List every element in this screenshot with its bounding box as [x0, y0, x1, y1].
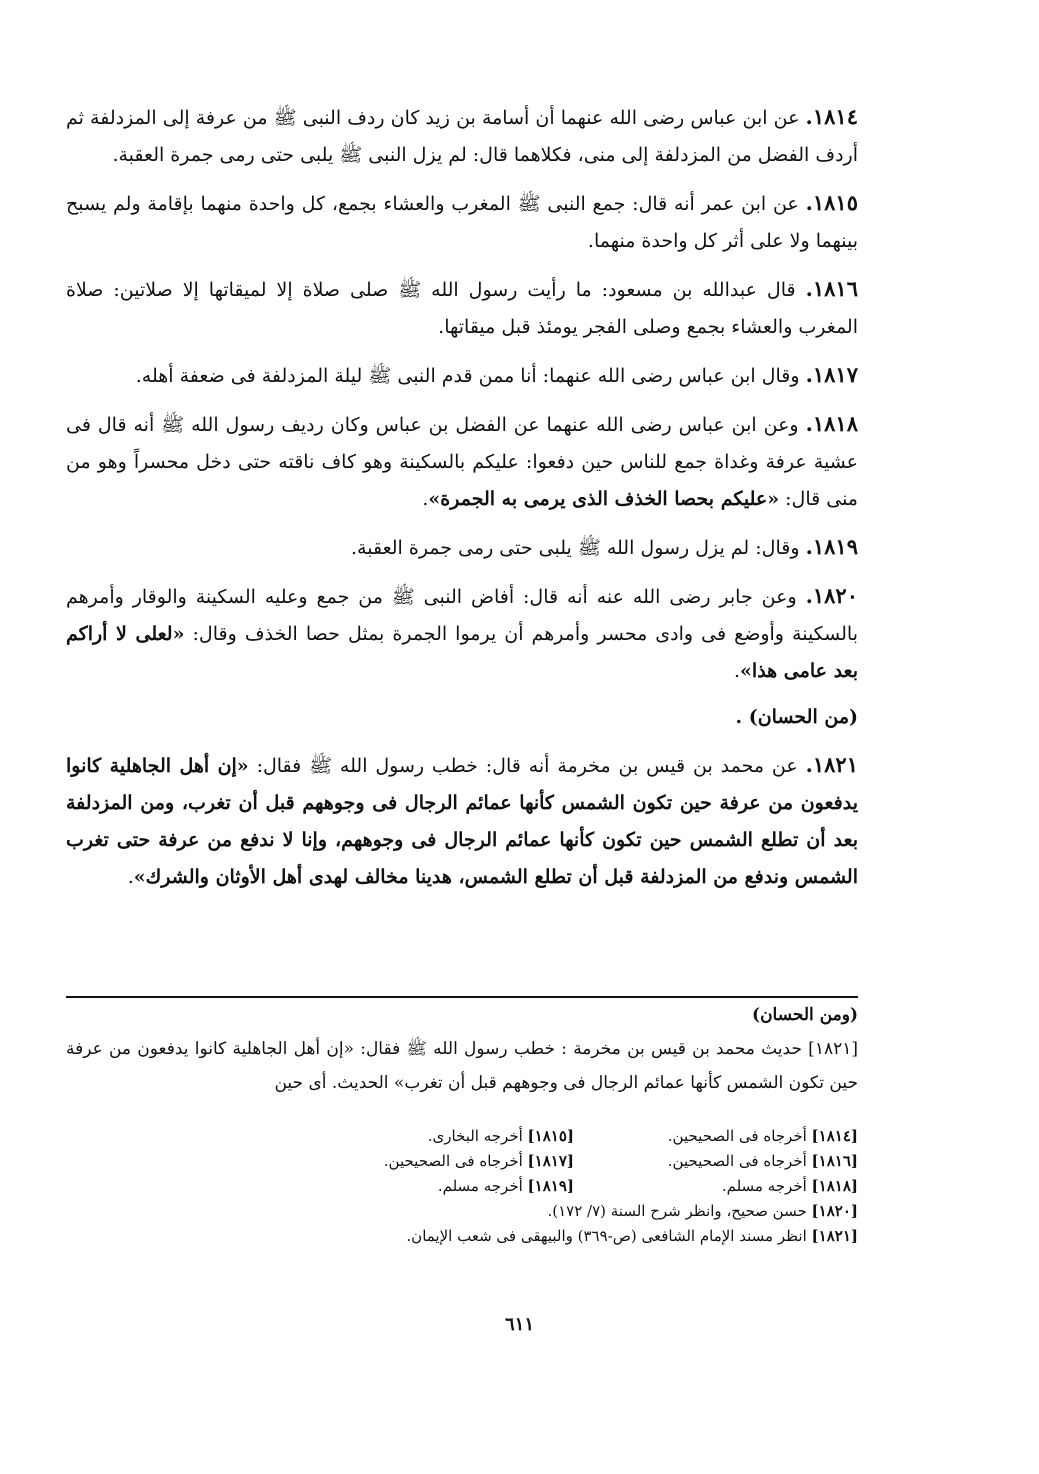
hadith-1816: [66, 270, 858, 346]
hadith-1820: [66, 577, 858, 690]
hadith-number: ١٨١٩.: [805, 534, 858, 559]
hadith-number: ١٨٢١.: [805, 752, 858, 777]
reference-id: [١٨٢١]: [811, 1227, 858, 1245]
reference-item: [290, 1224, 858, 1249]
hadith-text: وقال: لم يزل رسول الله ﷺ يلبى حتى رمى جمرة العقبة.: [351, 537, 800, 559]
hadith-quote: «إن أهل الجاهلية كانوا يدفعون من عرفة حين تكون الشمس كأنها عمائم الرجال فى وجوههم قبل أن تغرب، ومن المزدلفة بعد أن تطلع الشمس حين تكون كأنها عمائم الرجال فى وجوههم، وإنا لا ندفع من عرفة حتى تغرب الشمس وندفع من المزدلفة قبل أن تطلع الشمس، هدينا مخالف لهدى أهل الأوثان والشرك»: [66, 755, 858, 888]
references: [290, 1124, 858, 1249]
reference-text: انظر مسند الإمام الشافعى (ص-٣٦٩) والبيهقى فى شعب الإيمان.: [406, 1227, 807, 1245]
hadith-quote: «عليكم بحصا الخذف الذى يرمى به الجمرة»: [428, 488, 780, 510]
reference-text: أخرجه مسلم.: [437, 1177, 523, 1195]
reference-item: [290, 1149, 574, 1174]
hadith-number: ١٨١٨.: [805, 411, 858, 436]
commentary: [66, 998, 858, 1100]
hadith-text: عن محمد بن قيس بن مخرمة أنه قال: خطب رسول الله ﷺ فقال:: [256, 755, 798, 777]
hadith-text: قال عبدالله بن مسعود: ما رأيت رسول الله ﷺ صلى صلاة إلا لميقاتها إلا صلاتين: صلاة المغرب والعشاء بجمع وصلى الفجر يومئذ قبل ميقاتها.: [66, 279, 858, 338]
page-number: ٦١١: [504, 1314, 534, 1335]
reference-text: حسن صحيح، وانظر شرح السنة (٧/ ١٧٢).: [547, 1202, 807, 1220]
hadith-number: ١٨١٤.: [805, 104, 858, 129]
hadith-text: عن ابن عباس رضى الله عنهما أن أسامة بن زيد كان ردف النبى ﷺ من عرفة إلى المزدلفة ثم أردف الفضل من المزدلفة إلى منى، فكلاهما قال: لم يزل النبى ﷺ يلبى حتى رمى جمرة العقبة.: [66, 107, 858, 166]
reference-text: أخرجاه فى الصحيحين.: [667, 1152, 807, 1170]
section-heading-hasan: (من الحسان) .: [735, 706, 858, 728]
reference-text: أخرجه مسلم.: [721, 1177, 807, 1195]
hadith-text: وعن جابر رضى الله عنه أنه قال: أفاض النبى ﷺ من جمع وعليه السكينة والوقار وأمرهم بالسكينة وأوضع فى وادى محسر وأمرهم أن يرموا الجمرة بمثل حصا الخذف وقال:: [66, 586, 858, 645]
hadith-1815: [66, 184, 858, 260]
reference-id: [١٨٢٠]: [811, 1202, 858, 1220]
hadith-1818: [66, 405, 858, 518]
commentary-text: [١٨٢١] حديث محمد بن قيس بن مخرمة : خطب رسول الله ﷺ فقال: «إن أهل الجاهلية كانوا يدفعون من عرفة حين تكون الشمس كأنها عمائم الرجال فى وجوههم قبل أن تغرب» الحديث. أى حين: [66, 1039, 858, 1093]
reference-row: [290, 1224, 858, 1249]
hadith-1819: [66, 528, 858, 567]
main-text: [66, 98, 858, 906]
hadith-text: عن ابن عمر أنه قال: جمع النبى ﷺ المغرب والعشاء بجمع، كل واحدة منهما بإقامة ولم يسبح بينهما ولا على أثر كل واحدة منهما.: [66, 193, 858, 252]
reference-row: [290, 1174, 858, 1199]
reference-id: [١٨١٤]: [811, 1127, 858, 1145]
hadith-quote: «لعلى لا أراكم بعد عامى هذا»: [66, 623, 858, 682]
hadith-1817: [66, 356, 858, 395]
reference-row: [290, 1199, 858, 1224]
reference-text: أخرجه البخارى.: [427, 1127, 523, 1145]
hadith-1821: [66, 746, 858, 896]
reference-id: [١٨١٥]: [527, 1127, 574, 1145]
reference-item: [574, 1124, 858, 1149]
hadith-number: ١٨١٦.: [805, 276, 858, 301]
reference-id: [١٨١٩]: [527, 1177, 574, 1195]
reference-id: [١٨١٨]: [811, 1177, 858, 1195]
reference-text: أخرجاه فى الصحيحين.: [383, 1152, 523, 1170]
reference-row: [290, 1149, 858, 1174]
hadith-1814: [66, 98, 858, 174]
reference-id: [١٨١٦]: [811, 1152, 858, 1170]
reference-item: [290, 1174, 574, 1199]
reference-item: [290, 1199, 858, 1224]
hadith-tail: .: [734, 660, 741, 682]
hadith-number: ١٨١٧.: [805, 362, 858, 387]
reference-item: [574, 1149, 858, 1174]
hadith-number: ١٨١٥.: [805, 190, 858, 215]
hadith-tail: .: [422, 488, 429, 510]
reference-item: [574, 1174, 858, 1199]
hadith-text: وقال ابن عباس رضى الله عنهما: أنا ممن قدم النبى ﷺ ليلة المزدلفة فى ضعفة أهله.: [135, 365, 800, 387]
reference-row: [290, 1124, 858, 1149]
hadith-number: ١٨٢٠.: [805, 583, 858, 608]
commentary-heading: (ومن الحسان): [752, 1005, 858, 1025]
hadith-tail: .: [127, 866, 134, 888]
reference-id: [١٨١٧]: [527, 1152, 574, 1170]
reference-text: أخرجاه فى الصحيحين.: [667, 1127, 807, 1145]
hadith-text: وعن ابن عباس رضى الله عنهما عن الفضل بن عباس وكان رديف رسول الله ﷺ أنه قال فى عشية عرفة وغداة جمع للناس حين دفعوا: عليكم بالسكينة وهو كاف ناقته حتى دخل محسراً وهو من منى قال:: [66, 414, 858, 510]
reference-item: [290, 1124, 574, 1149]
